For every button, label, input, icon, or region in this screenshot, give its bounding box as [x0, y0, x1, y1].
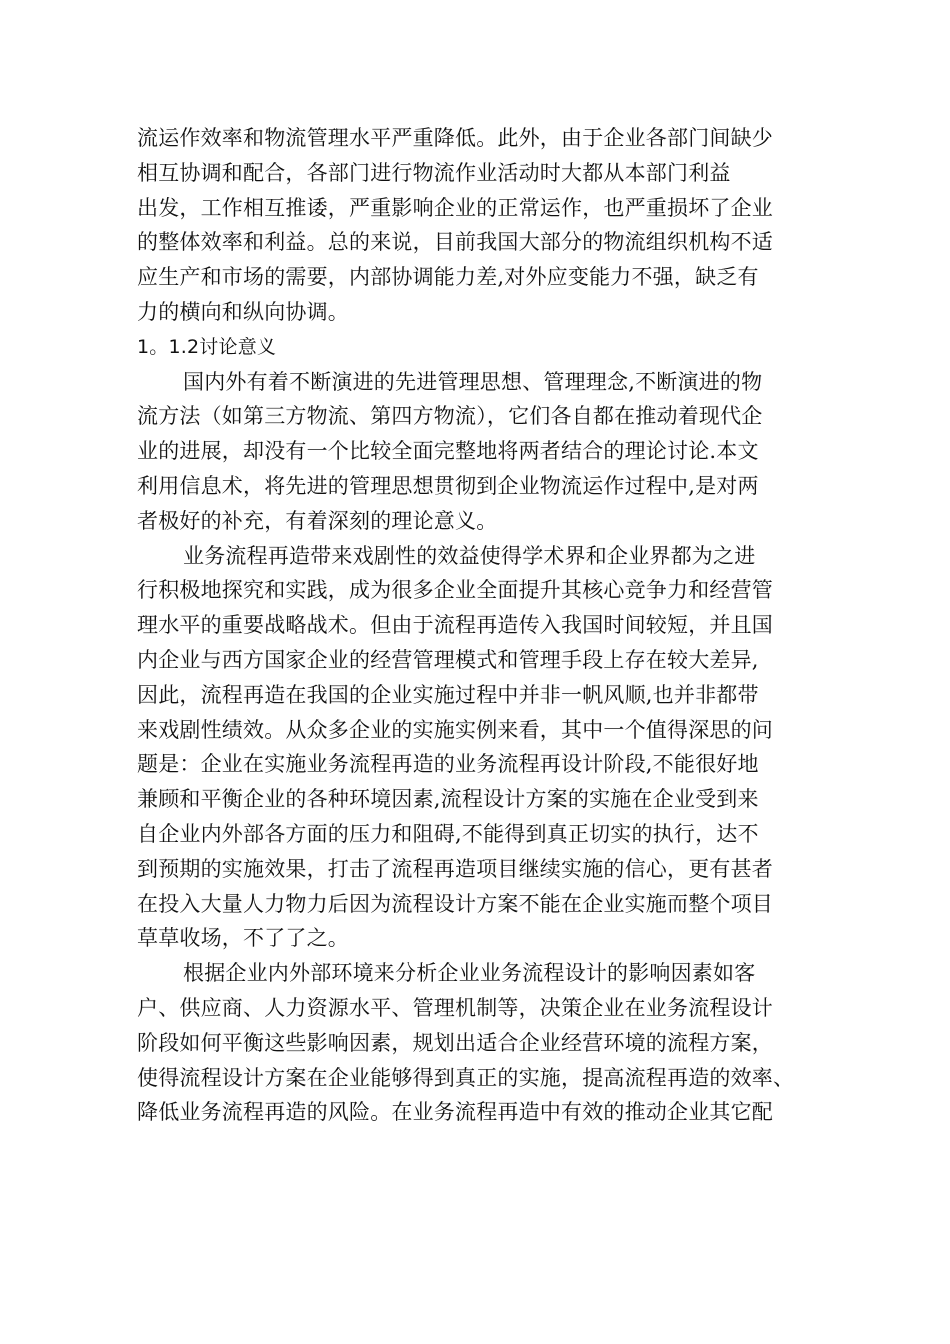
text-line: 到预期的实施效果，打击了流程再造项目继续实施的信心，更有甚者 [137, 856, 773, 881]
text-line: 来戏剧性绩效。从众多企业的实施实例来看，其中一个值得深思的问 [137, 717, 773, 742]
text-line: 题是：企业在实施业务流程再造的业务流程再设计阶段,不能很好地 [137, 752, 759, 777]
paragraph-first-line: 国内外有着不断演进的先进管理思想、管理理念,不断演进的物 [183, 369, 763, 394]
text-line: 利用信息术，将先进的管理思想贯彻到企业物流运作过程中,是对两 [137, 473, 759, 498]
text-line: 的整体效率和利益。总的来说，目前我国大部分的物流组织机构不适 [137, 230, 773, 255]
text-line: 流运作效率和物流管理水平严重降低。此外，由于企业各部门间缺少 [137, 126, 773, 150]
text-line: 自企业内外部各方面的压力和阻碍,不能得到真正切实的执行，达不 [137, 821, 759, 846]
text-line: 理水平的重要战略战术。但由于流程再造传入我国时间较短，并且国 [137, 613, 773, 638]
text-line: 因此，流程再造在我国的企业实施过程中并非一帆风顺,也并非都带 [137, 682, 759, 707]
text-line: 使得流程设计方案在企业能够得到真正的实施，提高流程再造的效率、 [137, 1065, 795, 1090]
text-line: 户、供应商、人力资源水平、管理机制等，决策企业在业务流程设计 [137, 995, 773, 1020]
text-line: 应生产和市场的需要，内部协调能力差,对外应变能力不强，缺乏有 [137, 265, 759, 290]
text-line: 草草收场，不了了之。 [137, 926, 349, 951]
document-body [137, 121, 837, 1130]
text-line: 出发，工作相互推诿，严重影响企业的正常运作，也严重损坏了企业 [137, 195, 773, 220]
text-line: 业的进展，却没有一个比较全面完整地将两者结合的理论讨论.本文 [137, 439, 759, 464]
section-heading: 1。1.2讨论意义 [137, 335, 277, 358]
paragraph-first-line: 根据企业内外部环境来分析企业业务流程设计的影响因素如客 [183, 961, 756, 986]
text-line: 相互协调和配合，各部门进行物流作业活动时大都从本部门利益 [137, 160, 731, 185]
text-line: 内企业与西方国家企业的经营管理模式和管理手段上存在较大差异, [137, 647, 759, 672]
text-line: 阶段如何平衡这些影响因素，规划出适合企业经营环境的流程方案， [137, 1030, 773, 1055]
text-line: 流方法（如第三方物流、第四方物流），它们各自都在推动着现代企 [137, 404, 763, 429]
text-line: 力的横向和纵向协调。 [137, 299, 349, 324]
text-line: 兼顾和平衡企业的各种环境因素,流程设计方案的实施在企业受到来 [137, 787, 759, 812]
text-line: 在投入大量人力物力后因为流程设计方案不能在企业实施而整个项目 [137, 891, 773, 916]
paragraph-first-line: 业务流程再造带来戏剧性的效益使得学术界和企业界都为之进 [183, 543, 756, 568]
text-line: 降低业务流程再造的风险。在业务流程再造中有效的推动企业其它配 [137, 1100, 773, 1125]
text-line: 者极好的补充，有着深刻的理论意义。 [137, 508, 498, 533]
text-line: 行积极地探究和实践，成为很多企业全面提升其核心竞争力和经营管 [137, 578, 773, 603]
